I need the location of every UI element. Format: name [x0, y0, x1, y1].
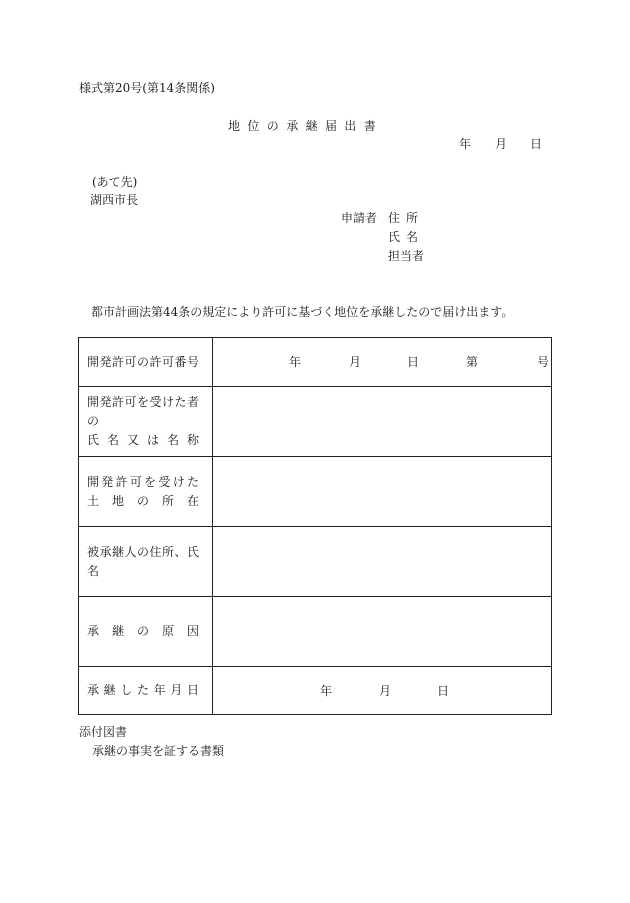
table-row-succession-date	[79, 667, 552, 715]
attachment-item: 承継の事実を証する書類	[92, 744, 225, 758]
succession-date-label: 承継した年月日	[87, 683, 199, 697]
permit-day-label: 日	[407, 355, 420, 369]
table-row-cause	[79, 597, 552, 667]
succession-date-value-cell[interactable]	[213, 667, 552, 715]
applicant-address-label: 住所	[388, 211, 425, 225]
table-row-permit-number	[79, 338, 552, 387]
date-year-label: 年	[459, 137, 472, 151]
form-number: 様式第20号(第14条関係)	[79, 81, 215, 95]
succession-day-label: 日	[437, 683, 450, 698]
cause-value-cell[interactable]	[213, 597, 552, 667]
permit-holder-value-cell[interactable]	[213, 387, 552, 457]
applicant-label: 申請者	[341, 211, 378, 225]
table-row-predecessor	[79, 527, 552, 597]
permit-year-label: 年	[289, 355, 302, 369]
permit-number-value-cell[interactable]	[213, 338, 552, 387]
permit-month-label: 月	[349, 355, 362, 369]
addressee-prefix: (あて先)	[92, 175, 138, 189]
document-title: 地位の承継届出書	[228, 119, 384, 133]
permit-number-label: 開発許可の許可番号	[87, 354, 199, 369]
permit-holder-label-line1: 開発許可を受けた者の	[87, 395, 199, 428]
succession-table	[78, 337, 552, 715]
cause-label: 承継の原因	[87, 624, 199, 638]
predecessor-value-cell[interactable]	[213, 527, 552, 597]
table-row-permit-holder	[79, 387, 552, 457]
applicant-person-label: 担当者	[388, 249, 425, 263]
date-month-label: 月	[495, 137, 508, 151]
succession-month-label: 月	[379, 683, 392, 698]
attachments-title: 添付図書	[79, 725, 128, 739]
permit-dai-label: 第	[466, 355, 479, 369]
addressee-name: 湖西市長	[90, 193, 139, 207]
permit-holder-label-line2: 氏名又は名称	[87, 433, 199, 447]
land-location-value-cell[interactable]	[213, 457, 552, 527]
intro-text: 都市計画法第44条の規定により許可に基づく地位を承継したので届け出ます。	[91, 305, 514, 319]
applicant-name-label: 氏名	[388, 230, 425, 244]
predecessor-label: 被承継人の住所、氏名	[87, 544, 199, 578]
date-day-label: 日	[530, 137, 543, 151]
land-location-label-line1: 開発許可を受けた	[87, 474, 199, 489]
table-row-land-location	[79, 457, 552, 527]
succession-year-label: 年	[320, 683, 333, 698]
permit-go-label: 号	[537, 355, 550, 369]
land-location-label-line2: 土地の所在	[87, 493, 199, 508]
